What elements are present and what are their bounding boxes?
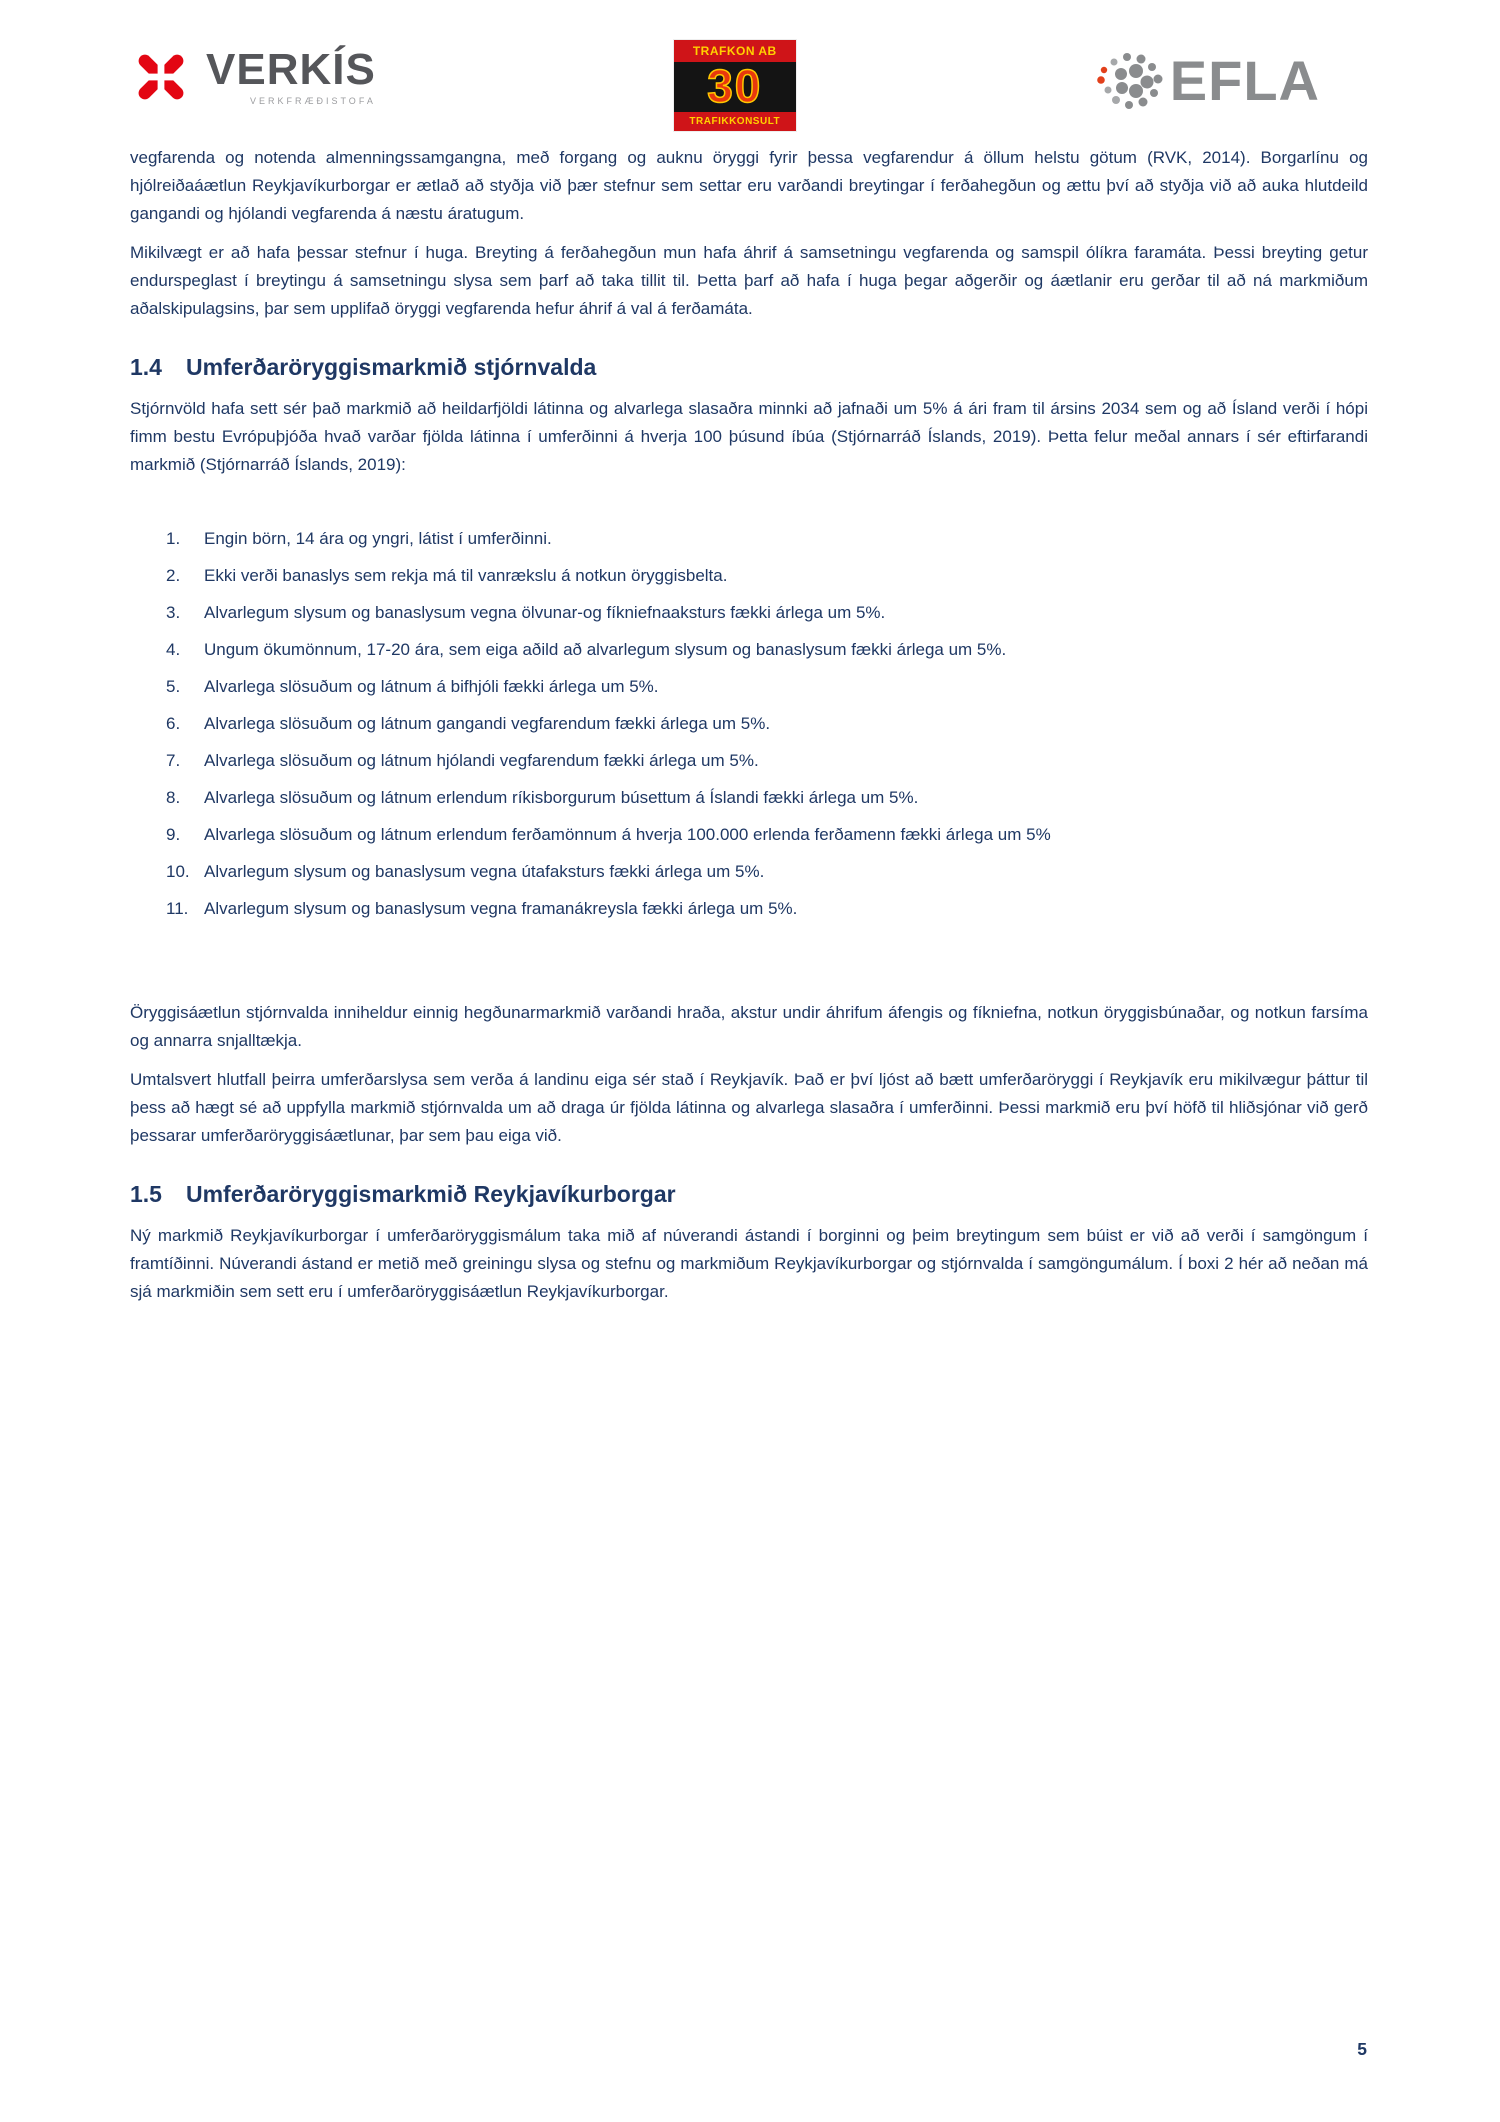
efla-logo [1094,50,1320,112]
section-heading-1-4 [130,353,1368,381]
section-1-4-closing-paragraph-1: Öryggisáætlun stjórnvalda inniheldur einnig hegðunarmarkmið varðandi hraða, akstur undir áhrifum áfengis og fíkniefna, notkun öryggisbúnaðar, og notkun farsíma og annarra snjalltækja. [130,1003,1368,1050]
verkis-wordmark-block [206,45,376,106]
goal-item: Alvarlega slösuðum og látnum erlendum ríkisborgurum búsettum á Íslandi fækki árlega um 5%. [204,788,919,807]
section-title: Umferðaröryggismarkmið stjórnvalda [186,354,597,380]
section-1-5-lead-paragraph: Ný markmið Reykjavíkurborgar í umferðaröryggismálum taka mið af núverandi ástandi í borginni og þeim breytingum sem búist er við að verði í samgöngum í framtíðinni. Núverandi ástand er metið með greiningu slysa og stefnu og markmiðum Reykjavíkurborgar og stjórnvalda í samgöngumálum. Í boxi 2 hér að neðan má sjá markmiðin sem sett eru í umferðaröryggisáætlun Reykjavíkurborgar. [130,1226,1368,1301]
goal-item: Alvarlegum slysum og banaslysum vegna framanákreysla fækki árlega um 5%. [204,899,798,918]
goal-item: Alvarlegum slysum og banaslysum vegna útafaksturs fækki árlega um 5%. [204,862,765,881]
goal-item: Alvarlega slösuðum og látnum erlendum ferðamönnum á hverja 100.000 erlenda ferðamenn fækki árlega um 5% [204,825,1051,844]
page-number: 5 [1357,2039,1367,2059]
efla-dot-cluster-icon [1094,50,1168,112]
verkis-wordmark: VERKÍS [206,45,376,94]
goals-numbered-list [166,525,1368,923]
goal-item: Alvarlegum slysum og banaslysum vegna ölvunar-og fíkniefnaaksturs fækki árlega um 5%. [204,603,886,622]
verkis-logo [130,46,376,108]
section-title: Umferðaröryggismarkmið Reykjavíkurborgar [186,1181,676,1207]
goal-item: Ekki verði banaslys sem rekja má til vanrækslu á notkun öryggisbelta. [204,566,728,585]
trafkon-logo [674,40,796,131]
trafkon-number: 30 [707,60,763,112]
goal-item: Alvarlega slösuðum og látnum hjólandi vegfarendum fækki árlega um 5%. [204,751,759,770]
trafkon-top-banner: TRAFKON AB [674,40,796,62]
section-number: 1.5 [130,1181,162,1207]
efla-wordmark: EFLA [1169,49,1320,112]
verkis-x-icon [130,46,192,108]
goal-item: Ungum ökumönnum, 17-20 ára, sem eiga aðild að alvarlegum slysum og banaslysum fækki árlega um 5%. [204,640,1007,659]
goal-item: Engin börn, 14 ára og yngri, látist í umferðinni. [204,529,552,548]
intro-paragraph-2: Mikilvægt er að hafa þessar stefnur í huga. Breyting á ferðahegðun mun hafa áhrif á samsetningu vegfarenda og samspil ólíkra faramáta. Þessi breyting getur endurspeglast í breytingu á samsetningu slysa sem þarf að taka tillit til. Þetta þarf að hafa í huga þegar aðgerðir og áætlanir eru gerðar til að ná markmiðum aðalskipulagsins, þar sem upplifað öryggi vegfarenda hefur áhrif á val á ferðamáta. [130,243,1368,318]
section-1-4-closing-paragraph-2: Umtalsvert hlutfall þeirra umferðarslysa sem verða á landinu eiga sér stað í Reykjavík. Það er því ljóst að bætt umferðaröryggi í Reykjavík eru mikilvægur þáttur til þess að hægt sé að uppfylla markmið stjórnvalda um að draga úr fjölda látinna og alvarlega slasaðra í umferðinni. Þessi markmið eru því höfð til hliðsjónar við gerð þessarar umferðaröryggisáætlunar, þar sem þau eiga við. [130,1070,1368,1145]
intro-paragraph-1: vegfarenda og notenda almenningssamgangna, með forgang og auknu öryggi fyrir þessa vegfarendur á öllum helstu götum (RVK, 2014). Borgarlínu og hjólreiðaáætlun Reykjavíkurborgar er ætlað að styðja við þær stefnur sem settar eru varðandi breytingar í ferðahegðun og ættu því að styðja við að auka hlutdeild gangandi og hjólandi vegfarenda á næstu áratugum. [130,148,1368,223]
goal-item: Alvarlega slösuðum og látnum á bifhjóli fækki árlega um 5%. [204,677,659,696]
goal-item: Alvarlega slösuðum og látnum gangandi vegfarendum fækki árlega um 5%. [204,714,771,733]
section-1-4-lead-paragraph: Stjórnvöld hafa sett sér það markmið að heildarfjöldi látinna og alvarlega slasaðra minnki að jafnaði um 5% á ári fram til ársins 2034 sem og að Ísland verði í hópi fimm bestu Evrópuþjóða hvað varðar fjölda látinna í umferðinni á hverja 100 þúsund íbúa (Stjórnarráð Íslands, 2019). Þetta felur meðal annars í sér eftirfarandi markmið (Stjórnarráð Íslands, 2019): [130,399,1368,474]
verkis-subtitle: VERKFRÆÐISTOFA [249,96,376,106]
header-logos [130,36,1368,136]
trafkon-number-box [674,62,796,112]
document-body [130,144,1368,1306]
section-heading-1-5 [130,1180,1368,1208]
section-number: 1.4 [130,354,162,380]
trafkon-bottom-banner: TRAFIKKONSULT [674,112,796,131]
